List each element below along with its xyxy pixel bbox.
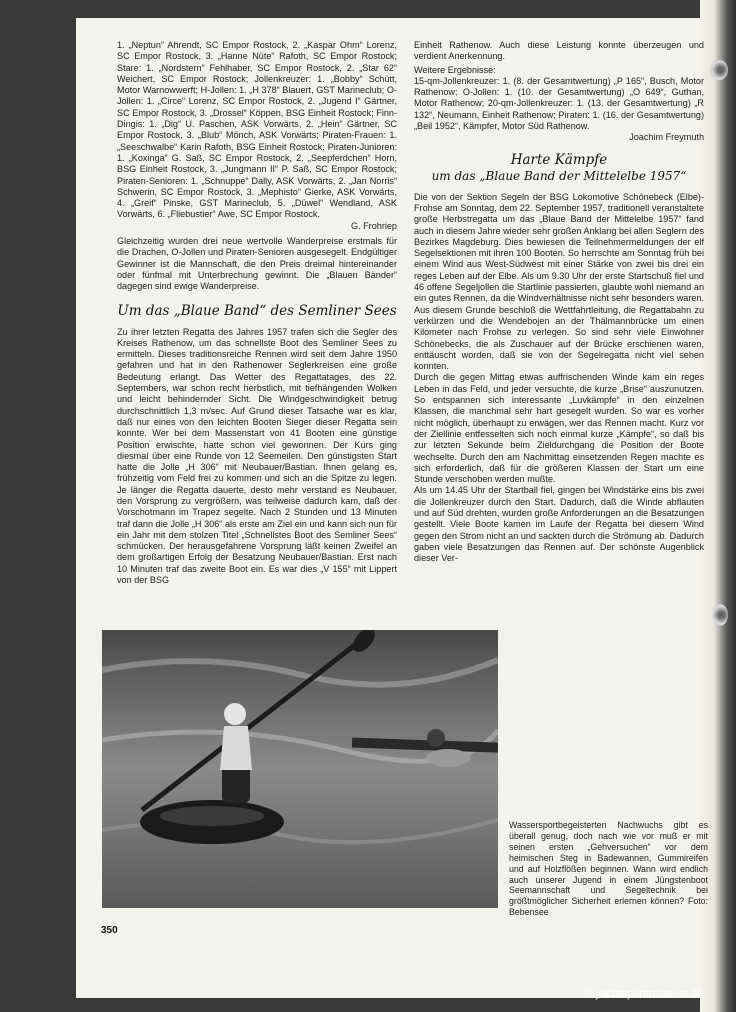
photo-illustration [102, 630, 498, 908]
children-boating-photo [102, 630, 498, 908]
headline-line-1: Harte Kämpfe [510, 151, 608, 168]
mittelelbe-paragraph-1: Die von der Sektion Segeln der BSG Lokomotive Schönebeck (Elbe)-Frohse am Sonntag, dem 22. September 1957, traditionell veranstaltete große Herbstregatta um das „Blaue Band der Mittelelbe 1957“ fand auch in diesem Jahre wieder sehr großen Anklang bei allen Seglern des Bezirkes Magdeburg. Dies bewiesen die Teilnehmermeldungen der elf Segelsektionen mit ihren 100 Booten. So herrschte am Sonntag früh bei einem Wind aus West-Südwest mit einer Stärke von zwei bis drei ein reges Leben auf der Elbe. Als um 9.30 Uhr der erste Startschuß fiel und 46 offene Segeljollen die Startlinie passierten, glaubte wohl niemand an ein gutes Rennen, da die Windverhältnisse nicht sehr besonders waren. Aus diesem Grunde beschloß die Wettfahrtleitung, die Regattabahn zu verkürzen und die Wendebojen an der Thälmannbrücke um einen Kilometer nach Frohse zu verlegen. So sind sehr viele Einwohner Schönebecks, die als Zuschauer auf der Brücke erschienen waren, enttäuscht worden, daß sie von der Segelregatta nicht viel sehen konnten. [414, 191, 704, 372]
results-list: 1. „Neptun“ Ahrendt, SC Empor Rostock, 2. „Kaspar Ohm“ Lorenz, SC Empor Rostock, 3. „Hanne Nüte“ Rafoth, SC Empor Rostock; Stare: 1. „Nordstern“ Fehlhaber, SC Empor Rostock, 2. „Star 62“ Weichert, SC Empor Rostock; Jollenkreuzer: 1. „Bobby“ Schütt, Motor Warnowwerft; H-Jollen: 1. „H 378“ Blauert, GST Marineclub; O-Jollen: 1. „Circe“ Lorenz, SC Empor Rostock, 2. „Jugend I“ Gärtner, SC Empor Rostock, 3. „Drossel“ Köppen, BSG Einheit Rostock; Finn-Dingis: 1. „Dig“ U. Paschen, ASK Vorwärts, 2. „Hein“ Gärtner, SC Empor Rostock, 3. „Blub“ Mönch, ASK Vorwärts; Piraten-Frauen: 1. „Seeschwalbe“ Karin Rafoth, BSG Einheit Rostock; Piraten-Junioren: 1. „Koxinga“ G. Saß, SC Empor Rostock, 2. „Seepferdchen“ Horn, BSG Einheit Rostock, 3. „Jungmann II“ P. Saß, SC Empor Rostock; Piraten-Senioren: 1. „Schnuppe“ Dally, ASK Vorwärts, 2. „Jan Norris“ Schwerin, SC Empor Rostock, 3. „Mephisto“ Gierke, ASK Vorwärts, 4. „Greif“ Pinske, GST Marineclub, 5. „Düwel“ Wendland, ASK Vorwärts, 6. „Fliebustier“ Awe, SC Empor Rostock. [117, 40, 397, 220]
copyright-credit: © yachtsportmuseum.de [584, 988, 704, 1000]
results-signature: G. Frohriep [351, 220, 397, 231]
photo-caption: Wassersportbegeisterten Nachwuchs gibt es überall genug, doch nach wie vor muß er mit seinen ersten „Gehversuchen“ vor dem heimischen Steg in Badewannen, Gummireifen und auf Holzflößen beginnen. Wann wird endlich auch unserer Jugend in einem Jüngstenboot Seemannschaft und Segeltechnik bei größtmöglicher Sicherheit erlernen können? Foto: Bebensee [509, 820, 708, 918]
further-results-label: Weitere Ergebnisse: [414, 64, 496, 75]
left-column [117, 40, 397, 586]
semliner-article: Zu ihrer letzten Regatta des Jahres 1957 trafen sich die Segler des Kreises Rathenow, um das schnellste Boot des Semliner Sees zu ermitteln. Dieses traditionsreiche Rennen wird seit dem Jahre 1950 gefahren und hat in den Rathenower Seglerkreisen eine große Bedeutung erlangt. Das Wetter des Regattatages, des 22. Septembers, war schon recht herbstlich, mit tiefhängenden Wolken und leicht behindernder Sicht. Die Windgeschwindigkeit betrug durchschnittlich 1,3 m/sec. Auf Grund dieser Tatsache war es klar, daß nur eines von den leichten Booten Sieger dieser Regatta sein konnte. Wer bei dem Massenstart von 41 Booten eine günstige Position erwischte, hatte schon viel gewonnen. Der Kurs ging diesmal über eine Runde von 12 Seemeilen. Den günstigsten Start hatte die Jolle „H 306“ mit Neubauer/Bastian. Ihnen gelang es, frühzeitig vom Feld frei zu kommen und sich an die Spitze zu legen. Je länger die Regatta dauerte, desto mehr verstand es Neubauer, den Vorsprung zu vergrößern, was teilweise dadurch kam, daß der Vorschotmann im Trapez segelte. Nach 2 Stunden und 13 Minuten traf dann die Jolle „H 306“ als erste am Ziel ein und kann sich nun für ein Jahr mit dem stolzen Titel „Schnellstes Boot des Semliner Sees“ schmücken. Der herausgefahrene Vorsprung läßt keinen Zweifel an dem großartigen Erfolg der Besatzung Neubauer/Bastian. Erst nach 10 Minuten traf das zweite Boot ein. Es war dies „V 155“ mit Lippert von der BSG [117, 326, 397, 586]
mittelelbe-paragraph-2: Durch die gegen Mittag etwas auffrischenden Winde kam ein reges Leben in das Feld, und jeder versuchte, die kurze „Brise“ auszunutzen. So entspannen sich interessante „Luvkämpfe“ in den einzelnen Klassen, die manchmal sehr hart gesegelt wurden. So war es vorher nicht möglich, überhaupt zu erwägen, wer das Rennen macht. Kurz vor der Ziellinie entfesselten sich noch einmal kurze „Kämpfe“, so daß bis zur letzten Sekunde beim Zieldurchgang die Position der Boote wechselte. Durch den am Nachmittag einsetzenden Regen machte es sich erforderlich, daß für die größeren Klassen der Start um eine Stunde verschoben werden mußte. [414, 372, 704, 485]
further-results: 15-qm-Jollenkreuzer: 1. (8. der Gesamtwertung) „P 165“, Busch, Motor Rathenow; O-Jollen: 1. (10. der Gesamtwertung) „O 649“, Guthan, Motor Rathenow; 20-qm-Jollenkreuzer: 1. (13. der Gesamtwertung) „R 132“, Neumann, Einheit Rathenow; Piraten: 1. (16. der Gesamtwertung) „Beil 1952“, Kämpfer, Motor Süd Rathenow. [414, 75, 704, 132]
punch-hole-middle [712, 604, 728, 626]
semliner-headline: Um das „Blaue Band“ des Semliner Sees [117, 302, 397, 319]
page-number: 350 [101, 925, 118, 936]
closing-paragraph: Gleichzeitig wurden drei neue wertvolle Wanderpreise erstmals für die Drachen, O-Jollen und Piraten-Senioren ausgesegelt. Endgültiger Gewinner ist die Mannschaft, die den Preis dreimal hintereinander oder fünfmal mit Unterbrechung gewinnt. Die „Blauen Bänder“ dagegen sind ewige Wanderpreise. [117, 236, 397, 292]
article-signature: Joachim Freymuth [629, 132, 704, 143]
headline-line-2: um das „Blaue Band der Mittelelbe 1957“ [431, 168, 687, 183]
mittelelbe-paragraph-3: Als um 14.45 Uhr der Startball fiel, gingen bei Windstärke eins bis zwei die Jollenkreuzer durch den Start. Dadurch, daß die Winde abflauten und auf Süd drehten, wurden große Anforderungen an die Besatzungen gestellt. Viele Boote kamen im Laufe der Regatta bei diesem Wind gegen den Strom nicht an und sackten durch die Strömung ab. Dadurch gaben viele Besatzungen das Rennen auf. Der schönste Augenblick dieser Ver- [414, 485, 704, 564]
continuation-text: Einheit Rathenow. Auch diese Leistung konnte überzeugen und verdient Anerkennung. [414, 40, 704, 62]
mittelelbe-headline [414, 152, 704, 184]
right-column [414, 40, 704, 564]
punch-hole-top [710, 60, 728, 80]
